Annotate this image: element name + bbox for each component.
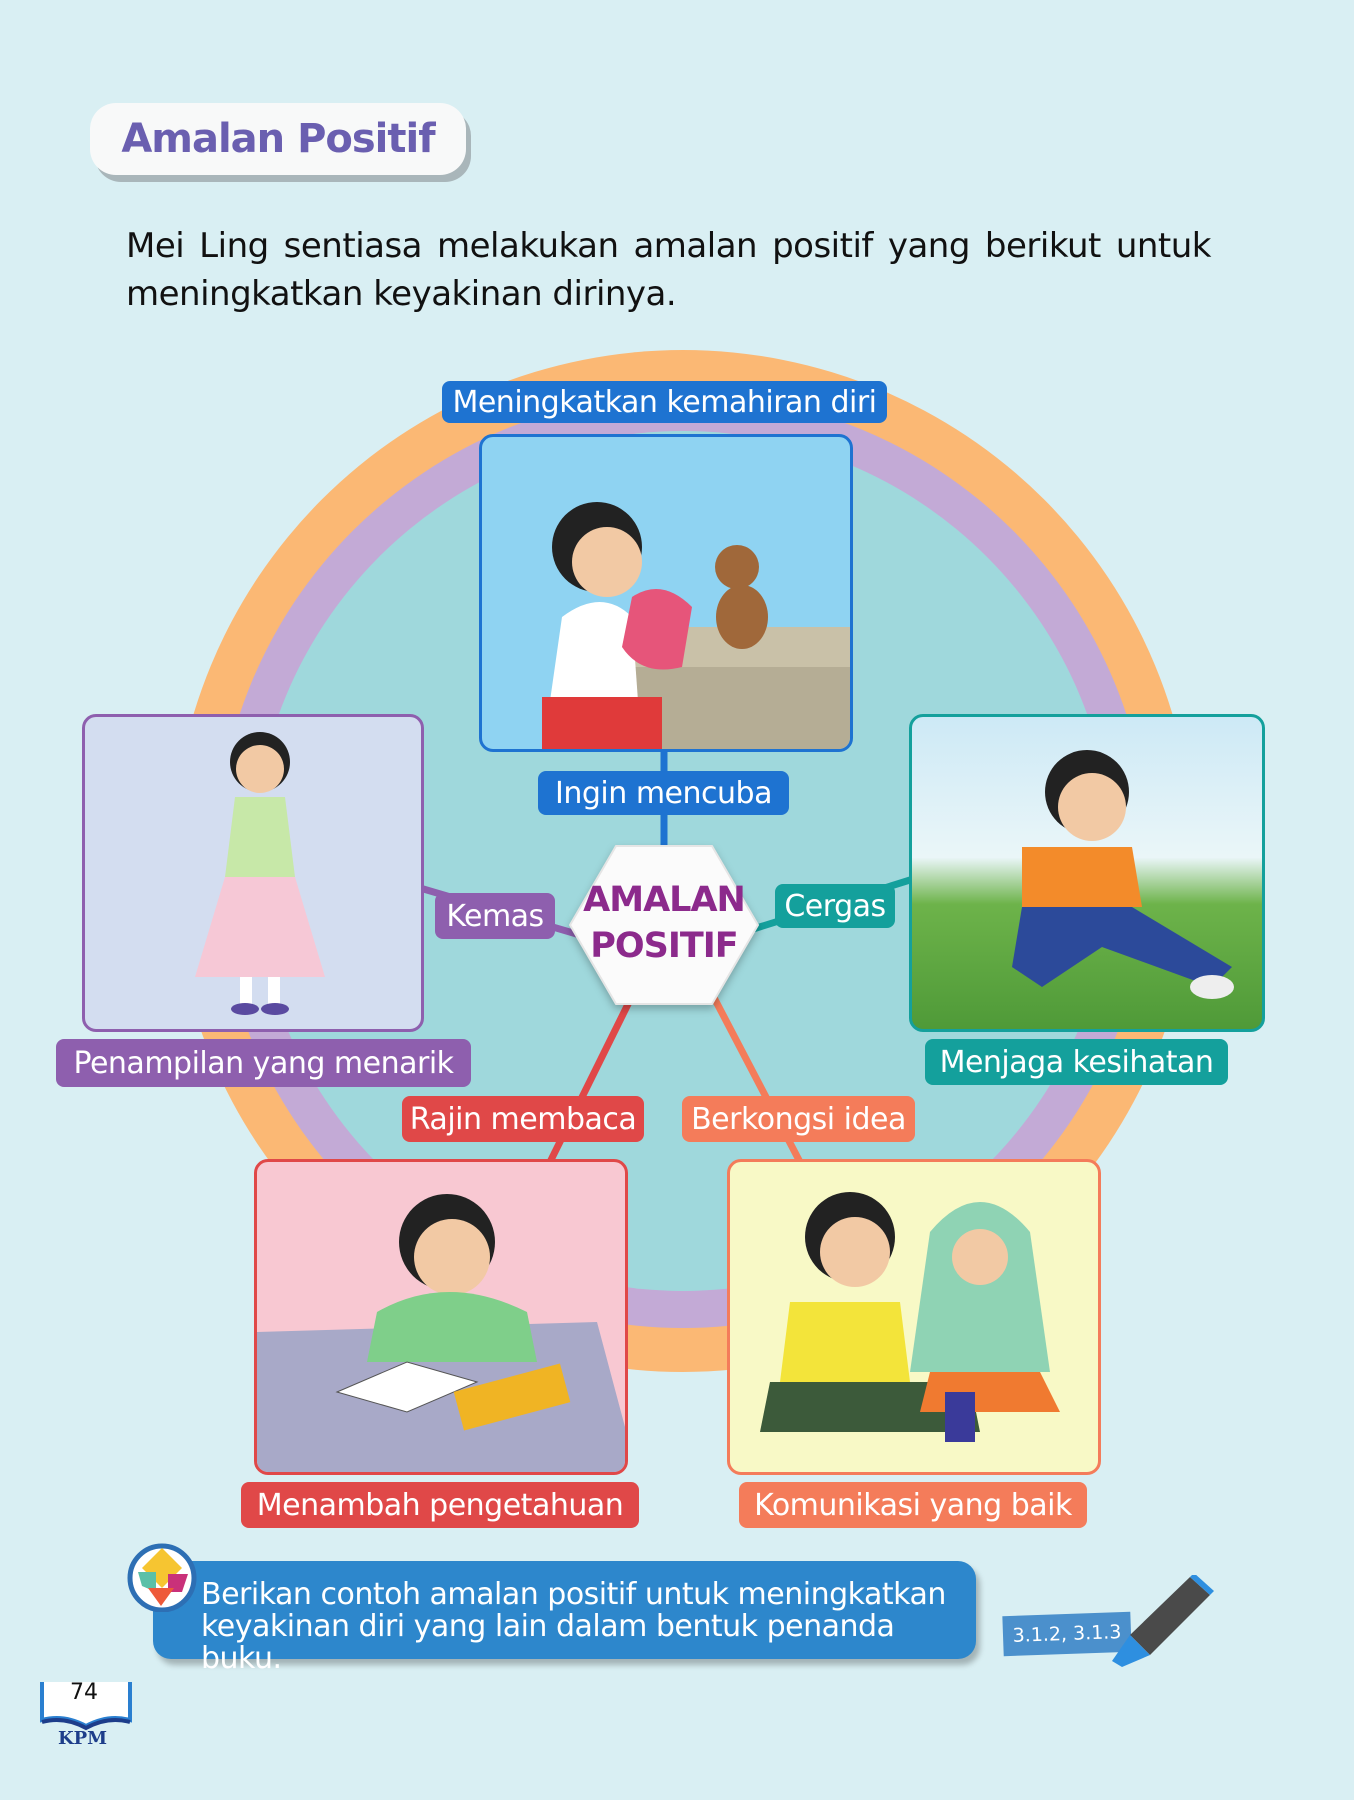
center-title-line1: AMALAN xyxy=(583,880,745,920)
trait-label-left: Kemas xyxy=(435,893,555,939)
trait-label-bottom-right: Berkongsi idea xyxy=(682,1096,915,1142)
center-title-line2: POSITIF xyxy=(590,926,738,966)
outcome-label-bottom-right: Komunikasi yang baik xyxy=(739,1482,1087,1528)
outcome-label-right: Menjaga kesihatan xyxy=(925,1039,1228,1085)
marker-pen-icon xyxy=(1100,1575,1215,1675)
trait-label-bottom-left: Rajin membaca xyxy=(402,1096,644,1142)
center-hexagon xyxy=(566,842,762,1008)
activity-box xyxy=(153,1561,976,1676)
kpm-logo-text: KPM xyxy=(58,1728,108,1749)
section-title: Amalan Positif xyxy=(121,116,435,162)
illustration-exercising xyxy=(909,714,1265,1032)
trait-label-right: Cergas xyxy=(775,884,895,928)
page-number: 74 xyxy=(70,1680,98,1705)
illustration-reading xyxy=(254,1159,628,1475)
trait-label-top: Ingin mencuba xyxy=(538,771,789,815)
illustration-trying-sewing xyxy=(479,434,853,752)
outcome-label-top: Meningkatkan kemahiran diri xyxy=(442,381,887,423)
outcome-label-bottom-left: Menambah pengetahuan xyxy=(241,1482,639,1528)
curriculum-standard-tag: 3.1.2, 3.1.3 xyxy=(1002,1612,1131,1656)
puzzle-mascot-icon xyxy=(126,1536,202,1612)
illustration-sharing-ideas xyxy=(727,1159,1101,1475)
activity-text-line2: keyakinan diri yang lain dalam bentuk penanda buku. xyxy=(201,1609,895,1676)
outcome-label-left: Penampilan yang menarik xyxy=(56,1039,471,1087)
illustration-neat-appearance xyxy=(82,714,424,1032)
section-title-pill xyxy=(90,103,466,175)
activity-text-line1: Berikan contoh amalan positif untuk meningkatkan xyxy=(201,1577,946,1612)
intro-paragraph: Mei Ling sentiasa melakukan amalan positif yang berikut untuk meningkatkan keyakinan dirinya. xyxy=(126,226,1211,314)
